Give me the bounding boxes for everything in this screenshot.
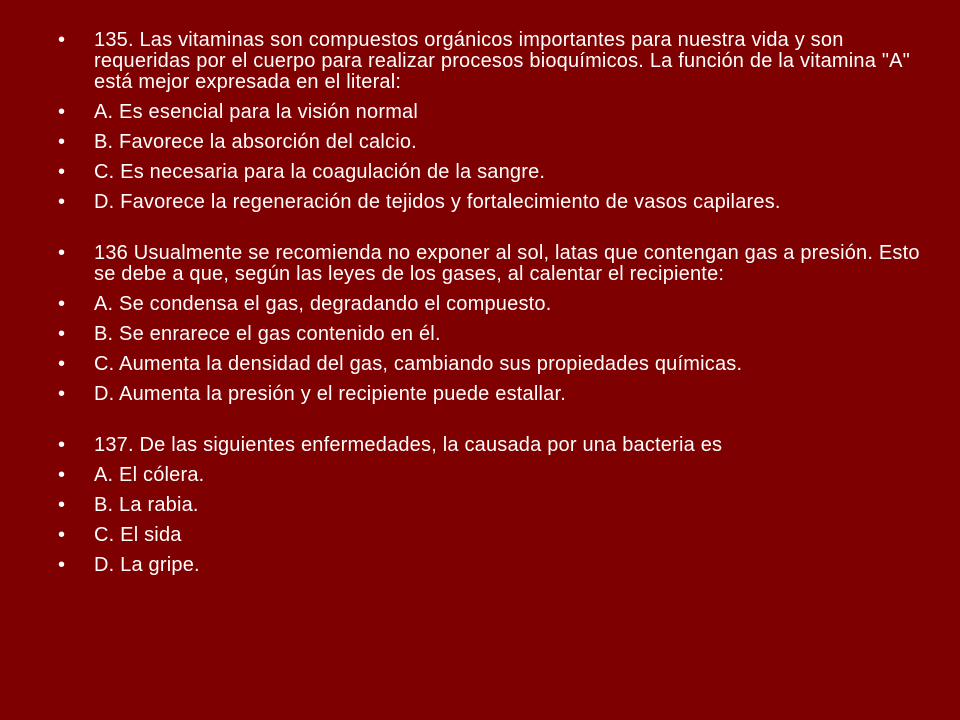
question-135-option-d: [0, 192, 960, 213]
option-text: B. Se enrarece el gas contenido en él.: [94, 323, 441, 345]
option-text: A. Es esencial para la visión normal: [94, 101, 419, 123]
option-text: A. El cólera.: [94, 464, 205, 486]
option-text: D. Favorece la regeneración de tejidos y fortalecimiento de vasos capilares.: [94, 191, 781, 213]
question-136-option-a: [0, 294, 960, 315]
question-137-option-a: [0, 465, 960, 486]
question-text: 135. Las vitaminas son compuestos orgánicos importantes para nuestra vida y son requeridas por el cuerpo para realizar procesos bioquímicos. La función de la vitamina "A" está mejor expresada en el literal:: [94, 29, 910, 93]
bullet-icon: •: [58, 524, 66, 546]
bullet-icon: •: [58, 29, 66, 51]
question-135-option-b: [0, 132, 960, 153]
bullet-icon: •: [58, 383, 66, 405]
bullet-icon: •: [58, 353, 66, 375]
option-text: C. Es necesaria para la coagulación de la sangre.: [94, 161, 546, 183]
bullet-icon: •: [58, 242, 66, 264]
question-137-option-d: [0, 555, 960, 576]
question-135-option-c: [0, 162, 960, 183]
bullet-icon: •: [58, 161, 66, 183]
bullet-icon: •: [58, 131, 66, 153]
bullet-icon: •: [58, 293, 66, 315]
question-135-option-a: [0, 102, 960, 123]
option-text: D. La gripe.: [94, 554, 200, 576]
bullet-icon: •: [58, 323, 66, 345]
option-text: C. El sida: [94, 524, 182, 546]
question-137-stem: [0, 435, 960, 456]
question-text: 137. De las siguientes enfermedades, la causada por una bacteria es: [94, 434, 723, 456]
bullet-icon: •: [58, 494, 66, 516]
question-136-option-c: [0, 354, 960, 375]
question-137-option-c: [0, 525, 960, 546]
option-text: A. Se condensa el gas, degradando el compuesto.: [94, 293, 552, 315]
bullet-icon: •: [58, 554, 66, 576]
bullet-icon: •: [58, 191, 66, 213]
question-136-option-d: [0, 384, 960, 405]
question-list: [0, 30, 960, 576]
question-135-stem: [0, 30, 960, 93]
question-text: 136 Usualmente se recomienda no exponer al sol, latas que contengan gas a presión. Esto se debe a que, según las leyes de los gases, al calentar el recipiente:: [94, 242, 920, 285]
bullet-icon: •: [58, 464, 66, 486]
option-text: B. Favorece la absorción del calcio.: [94, 131, 417, 153]
option-text: C. Aumenta la densidad del gas, cambiando sus propiedades químicas.: [94, 353, 743, 375]
option-text: B. La rabia.: [94, 494, 199, 516]
question-136-stem: [0, 243, 960, 285]
question-136-option-b: [0, 324, 960, 345]
bullet-icon: •: [58, 434, 66, 456]
bullet-icon: •: [58, 101, 66, 123]
option-text: D. Aumenta la presión y el recipiente puede estallar.: [94, 383, 566, 405]
question-137-option-b: [0, 495, 960, 516]
